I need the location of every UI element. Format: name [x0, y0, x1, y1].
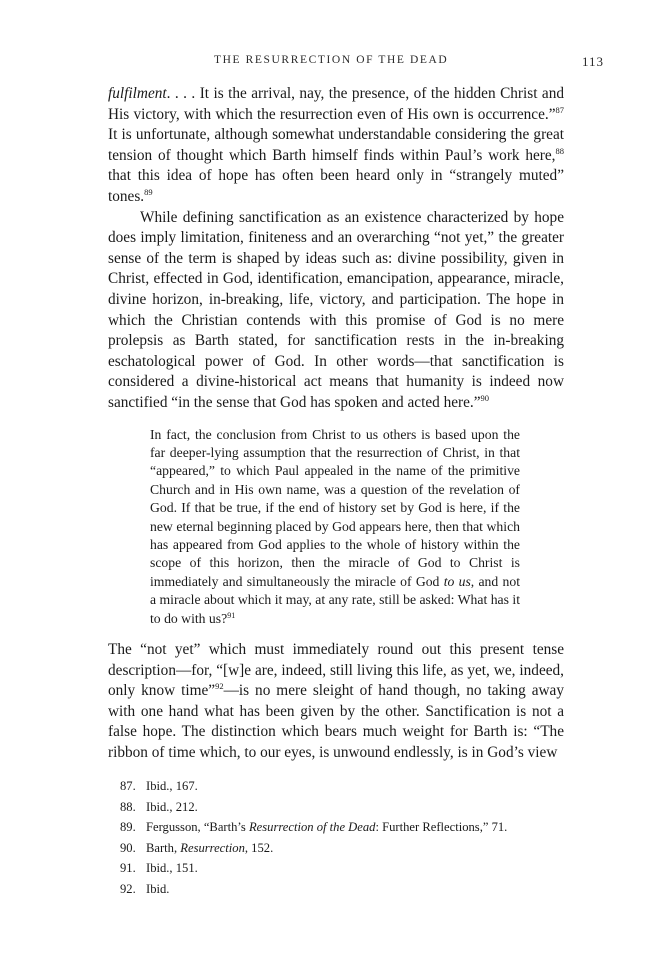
block-quote — [150, 426, 520, 628]
footnote-number: 91. — [120, 861, 136, 876]
footnote-ref-92[interactable]: 92 — [215, 681, 224, 692]
page-header — [0, 54, 650, 74]
text-run: In fact, the conclusion from Christ to us others is based upon the far deeper-lying assumption that the resurrection of Christ, in that “appeared,” to which Paul appealed in the name of the primitive Church and in His own name, was a question of the revelation of God. If that be true, if the end of history set by God is here, if the new eternal beginning placed by God appears here, then that which has appeared from God applies to the whole of history within the scope of this horizon, then the miracle of God to Christ is immediately and simultaneously the miracle of God — [150, 426, 520, 589]
footnote-ref-89[interactable]: 89 — [144, 186, 153, 197]
footnote — [120, 858, 580, 879]
footnote-text: Barth, — [146, 840, 181, 855]
text-run: While defining sanctification as an existence characterized by hope does imply limitation, finiteness and an overarching “not yet,” the greater sense of the term is shaped by ideas such as: divine possibility, given in Christ, effected in God, identification, emancipation, appearance, miracle, divine horizon, in-breaking, life, victory, and participation. The hope in which the Christian contends with this promise of God is no mere prolepsis as Barth stated, for sanctification rests in the in-breaking eschatological power of God. In other words—that sanctification is considered a divine-historical act means that humanity is indeed now sanctified “in the sense that God has spoken and acted here.” — [108, 208, 564, 411]
italic-term: to us — [443, 573, 471, 589]
paragraph-1 — [108, 84, 564, 208]
footnote — [120, 838, 580, 859]
footnote-text: Fergusson, “Barth’s — [146, 820, 249, 835]
footnote-title: Resurrection of the Dead — [248, 820, 376, 835]
text-run: , and not a miracle about which it may, at any rate, still be asked: What has it to do with us? — [150, 573, 520, 626]
footnote-text: : Further Reflections,” 71. — [375, 820, 508, 835]
footnote-ref-91[interactable]: 91 — [227, 610, 236, 620]
footnote — [120, 817, 580, 838]
footnote-text: Ibid., 167. — [146, 779, 198, 793]
body-text — [108, 84, 564, 764]
footnote-text: Ibid., 151. — [146, 861, 198, 876]
footnote-ref-90[interactable]: 90 — [480, 392, 490, 403]
page-number: 113 — [582, 54, 605, 69]
footnote-text: , 152. — [244, 840, 274, 855]
footnote — [120, 776, 580, 797]
footnote — [120, 797, 580, 818]
text-run: The “not yet” which must immediately round out this present tense description—for, “[w]e are, indeed, still living this life, as yet, we, indeed, only know time” — [108, 640, 564, 700]
footnotes — [120, 776, 580, 900]
text-run: that this idea of hope has often been heard only in “strangely muted” tones. — [108, 167, 564, 205]
text-run: It is unfortunate, although somewhat understandable considering the great tension of thought which Barth himself finds within Paul’s work here, — [108, 126, 564, 164]
italic-term: fulfilment — [108, 85, 167, 102]
footnote-number: 87. — [120, 779, 136, 793]
paragraph-3 — [108, 640, 564, 764]
footnote — [120, 879, 580, 900]
footnote-title: Resurrection — [180, 840, 245, 855]
footnote-text: Ibid., 212. — [146, 799, 198, 814]
footnote-ref-87[interactable]: 87 — [555, 104, 564, 115]
footnote-number: 90. — [120, 840, 136, 855]
quote-text — [150, 426, 520, 628]
paragraph-2 — [108, 208, 564, 414]
running-head: THE RESURRECTION OF THE DEAD — [214, 54, 449, 66]
footnote-number: 89. — [120, 820, 136, 835]
footnote-number: 92. — [120, 881, 136, 896]
text-run: —is no mere sleight of hand though, no taking away with one hand what has been given by the other. Sanctification is not a false hope. The distinction which bears much weight for Barth is: “The ribbon of time which, to our eyes, is unwound endlessly, is in God’s view — [108, 682, 564, 761]
footnote-text: Ibid. — [146, 881, 170, 896]
footnote-ref-88[interactable]: 88 — [555, 145, 564, 156]
footnote-number: 88. — [120, 799, 136, 814]
text-run: . . . . It is the arrival, nay, the presence, of the hidden Christ and His victory, with which the resurrection even of His own is occurrence.” — [108, 85, 564, 123]
